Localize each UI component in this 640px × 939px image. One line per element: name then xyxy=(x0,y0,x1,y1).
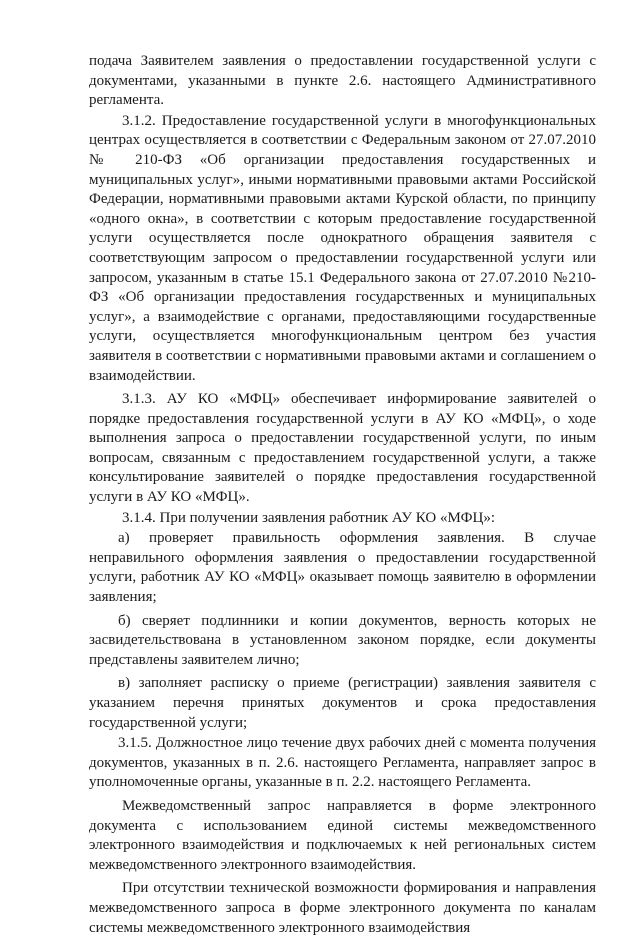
list-item-v: в) заполняет расписку о приеме (регистрации) заявления заявителя с указанием перечня принятых документов и срока предоставления государственной услуги; xyxy=(89,675,596,731)
list-item-a: а) проверяет правильность оформления заявления. В случае неправильного оформления заявления о предоставлении государственной услуги, работник АУ КО «МФЦ» оказывает помощь заявителю в оформлении заявления; xyxy=(89,530,596,606)
paragraph-3-1-3: 3.1.3. АУ КО «МФЦ» обеспечивает информирование заявителей о порядке предоставления государственной услуги в АУ КО «МФЦ», о ходе выполнения запроса о предоставлении государственной услуги, по иным вопросам, связанным с предоставлением государственной услуги, а также консультирование заявителей о порядке предоставления государственной услуги в АУ КО «МФЦ». xyxy=(89,391,596,506)
paragraph-3-1-5: 3.1.5. Должностное лицо течение двух рабочих дней с момента получения документов, указанных в п. 2.6. настоящего Регламента, направляет запрос в уполномоченные органы, указанные в п. 2.2. настоящего Регламента. xyxy=(89,735,596,791)
paragraph-3-1-2: 3.1.2. Предоставление государственной услуги в многофункциональных центрах осуществляется в соответствии с Федеральным законом от 27.07.2010 № 210-ФЗ «Об организации предоставления государственных и муниципальных услуг», иными нормативными правовыми актами Российской Федерации, нормативными правовыми актами Курской области, по принципу «одного окна», в соответствии с которым предоставление государственной услуги осуществляется после однократного обращения заявителя с соответствующим запросом о предоставлении государственной услуги или запросом, указанным в статье 15.1 Федерального закона от 27.07.2010 №210-ФЗ «Об организации предоставления государственных и муниципальных услуг», а взаимодействие с органами, предоставляющими государственные услуги, осуществляется многофункциональным центром без участия заявителя в соответствии с нормативными правовыми актами и соглашением о взаимодействии. xyxy=(89,112,596,384)
paragraph-intro: подача Заявителем заявления о предоставлении государственной услуги с документами, указанными в пункте 2.6. настоящего Административного регламента. xyxy=(89,53,596,109)
paragraph-no-technical-possibility: При отсутствии технической возможности формирования и направления межведомственного запроса в форме электронного документа по каналам системы межведомственного электронного взаимодействия xyxy=(89,880,596,936)
list-item-b: б) сверяет подлинники и копии документов, верность которых не засвидетельствована в установленном законом порядке, если документы представлены заявителем лично; xyxy=(89,612,596,668)
document-body xyxy=(89,52,596,939)
paragraph-interagency-request: Межведомственный запрос направляется в форме электронного документа с использованием единой системы межведомственного электронного взаимодействия и подключаемых к ней региональных систем межведомственного электронного взаимодействия. xyxy=(89,797,596,873)
paragraph-3-1-4: 3.1.4. При получении заявления работник АУ КО «МФЦ»: xyxy=(122,509,496,526)
